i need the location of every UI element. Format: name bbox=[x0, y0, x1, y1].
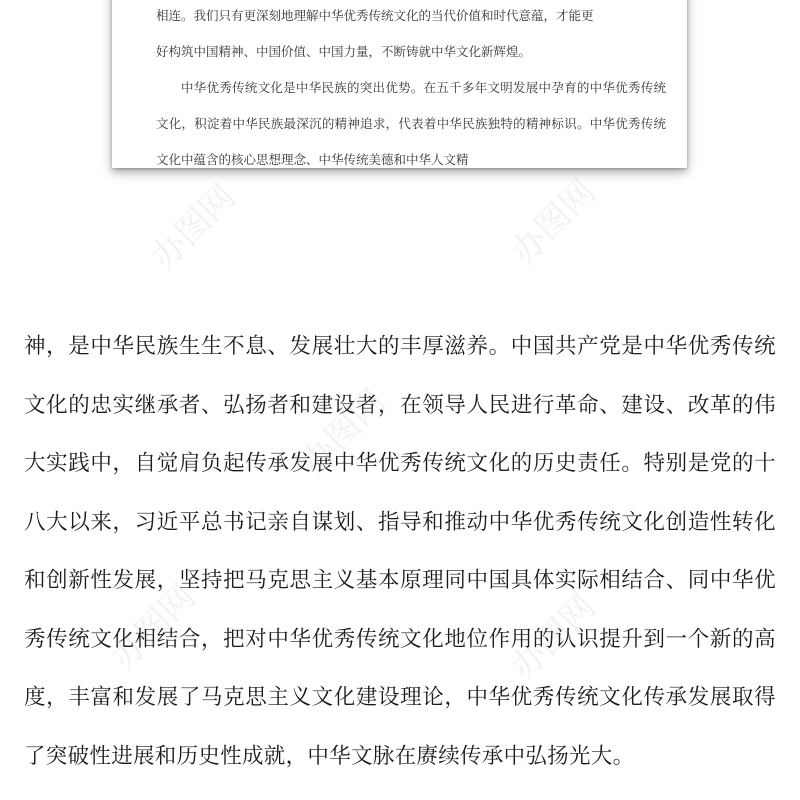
watermark: 办图网 bbox=[293, 381, 394, 483]
card-partial-line: 相连。我们只有更深刻地理解中华优秀传统文化的当代价值和时代意蕴，才能更 bbox=[156, 8, 594, 23]
main-paragraph: 神，是中华民族生生不息、发展壮大的丰厚滋养。中国共产党是中华优秀传统文化的忠实继承者、弘扬者和建设者，在领导人民进行革命、建设、改革的伟大实践中，自觉肩负起传承发展中华优秀传统文化的历史责任。特别是党的十八大以来，习近平总书记亲自谋划、指导和推动中华优秀传统文化创造性转化和创新性发展，坚持把马克思主义基本原理同中国具体实际相结合、同中华优秀传统文化相结合，把对中华优秀传统文化地位作用的认识提升到一个新的高度，丰富和发展了马克思主义文化建设理论，中华优秀传统文化传承发展取得了突破性进展和历史性成就，中华文脉在赓续传承中弘扬光大。 bbox=[24, 334, 776, 769]
card-paragraph: 中华优秀传统文化是中华民族的突出优势。在五千多年文明发展中孕育的中华优秀传统文化，积淀着中华民族最深沉的精神追求，代表着中华民族独特的精神标识。中华优秀传统文化中蕴含的核心思想理念、中华传统美德和中华人文精 bbox=[156, 80, 666, 167]
card-line: 好构筑中国精神、中国价值、中国力量，不断铸就中华文化新辉煌。 bbox=[156, 44, 532, 59]
watermark: 办图网 bbox=[503, 586, 604, 688]
watermark: 办图网 bbox=[503, 171, 604, 273]
card-text bbox=[156, 0, 666, 168]
watermark: 办图网 bbox=[143, 176, 244, 278]
watermark: 办图网 bbox=[103, 576, 204, 678]
document-preview-card bbox=[112, 0, 687, 168]
